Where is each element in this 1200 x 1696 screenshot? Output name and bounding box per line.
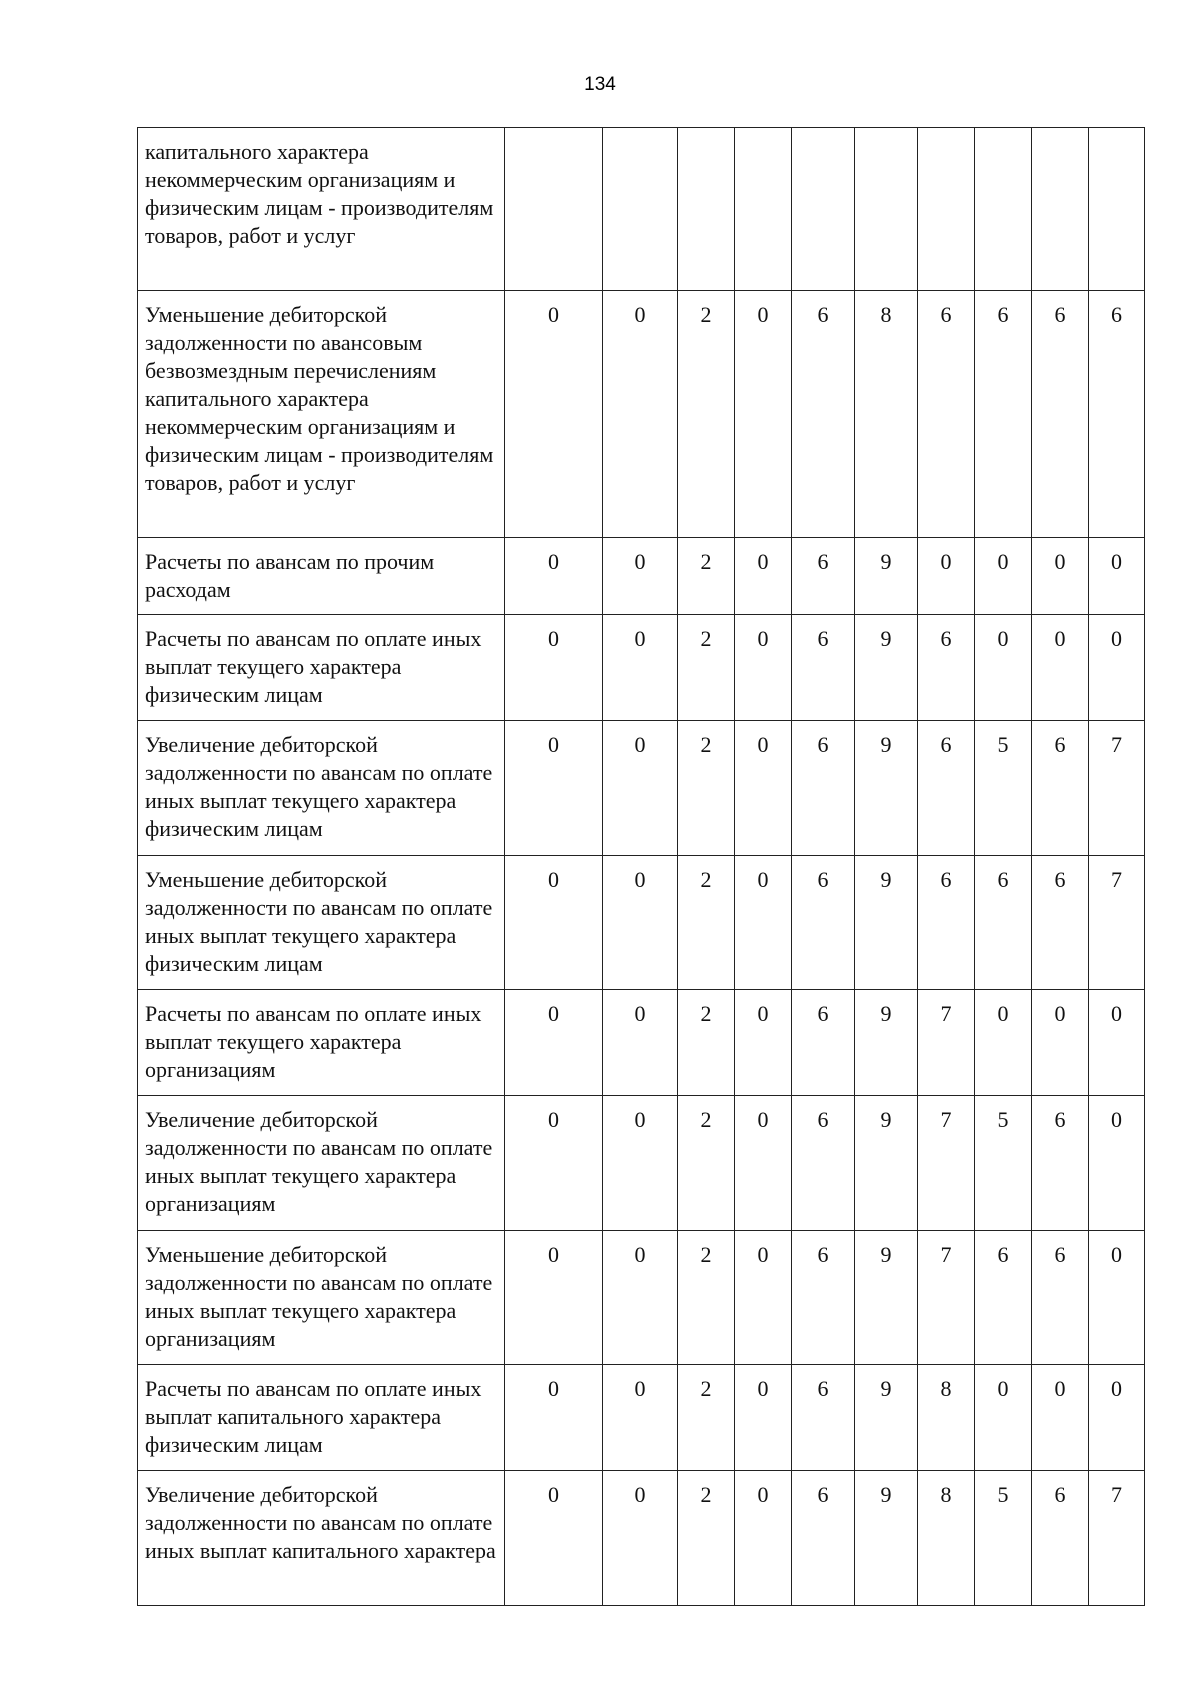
code-digit-7: 7 bbox=[918, 1231, 975, 1365]
code-digit-8: 5 bbox=[975, 1096, 1032, 1231]
code-digit-6: 9 bbox=[855, 1471, 918, 1606]
code-digit-2: 0 bbox=[603, 1096, 678, 1231]
table-row bbox=[138, 291, 1145, 538]
code-digit-4: 0 bbox=[735, 538, 792, 615]
table-row bbox=[138, 538, 1145, 615]
budget-classification-table bbox=[137, 127, 1145, 1606]
code-digit-9: 6 bbox=[1032, 291, 1089, 538]
code-digit-10: 0 bbox=[1089, 615, 1145, 721]
code-digit-8: 6 bbox=[975, 291, 1032, 538]
table-row bbox=[138, 856, 1145, 990]
row-description: Расчеты по авансам по оплате иных выплат капитального характера физическим лицам bbox=[138, 1365, 505, 1471]
code-digit-1: 0 bbox=[505, 615, 603, 721]
code-digit-10: 7 bbox=[1089, 856, 1145, 990]
code-digit-2: 0 bbox=[603, 1365, 678, 1471]
code-digit-6: 9 bbox=[855, 1365, 918, 1471]
page-number: 134 bbox=[584, 74, 616, 95]
code-digit-3: 2 bbox=[678, 1096, 735, 1231]
row-description: Уменьшение дебиторской задолженности по авансам по оплате иных выплат текущего характера физическим лицам bbox=[138, 856, 505, 990]
code-digit-4: 0 bbox=[735, 291, 792, 538]
code-digit-2: 0 bbox=[603, 856, 678, 990]
code-digit-7: 8 bbox=[918, 1365, 975, 1471]
code-digit-5 bbox=[792, 128, 855, 291]
table-row bbox=[138, 1365, 1145, 1471]
code-digit-4: 0 bbox=[735, 1471, 792, 1606]
code-digit-5: 6 bbox=[792, 721, 855, 856]
code-digit-5: 6 bbox=[792, 856, 855, 990]
code-digit-9 bbox=[1032, 128, 1089, 291]
table-row bbox=[138, 1231, 1145, 1365]
code-digit-10: 0 bbox=[1089, 1096, 1145, 1231]
code-digit-6: 9 bbox=[855, 538, 918, 615]
code-digit-9: 6 bbox=[1032, 856, 1089, 990]
code-digit-2: 0 bbox=[603, 538, 678, 615]
code-digit-8: 6 bbox=[975, 1231, 1032, 1365]
code-digit-8 bbox=[975, 128, 1032, 291]
code-digit-3: 2 bbox=[678, 1471, 735, 1606]
code-digit-5: 6 bbox=[792, 990, 855, 1096]
row-description: Расчеты по авансам по оплате иных выплат текущего характера организациям bbox=[138, 990, 505, 1096]
table-body bbox=[138, 128, 1145, 1606]
code-digit-9: 6 bbox=[1032, 721, 1089, 856]
code-digit-3: 2 bbox=[678, 1231, 735, 1365]
code-digit-6: 8 bbox=[855, 291, 918, 538]
code-digit-2 bbox=[603, 128, 678, 291]
code-digit-9: 0 bbox=[1032, 1365, 1089, 1471]
code-digit-8: 6 bbox=[975, 856, 1032, 990]
code-digit-5: 6 bbox=[792, 1096, 855, 1231]
code-digit-10: 0 bbox=[1089, 990, 1145, 1096]
code-digit-6: 9 bbox=[855, 1096, 918, 1231]
code-digit-1: 0 bbox=[505, 291, 603, 538]
table-row bbox=[138, 721, 1145, 856]
code-digit-5: 6 bbox=[792, 538, 855, 615]
code-digit-4: 0 bbox=[735, 615, 792, 721]
code-digit-9: 6 bbox=[1032, 1096, 1089, 1231]
code-digit-4: 0 bbox=[735, 856, 792, 990]
code-digit-1: 0 bbox=[505, 856, 603, 990]
code-digit-4: 0 bbox=[735, 990, 792, 1096]
code-digit-10: 7 bbox=[1089, 721, 1145, 856]
code-digit-7 bbox=[918, 128, 975, 291]
code-digit-7: 6 bbox=[918, 856, 975, 990]
code-digit-1: 0 bbox=[505, 538, 603, 615]
code-digit-10: 0 bbox=[1089, 538, 1145, 615]
row-description: Увеличение дебиторской задолженности по авансам по оплате иных выплат капитального характера bbox=[138, 1471, 505, 1606]
code-digit-5: 6 bbox=[792, 1365, 855, 1471]
code-digit-1 bbox=[505, 128, 603, 291]
code-digit-5: 6 bbox=[792, 615, 855, 721]
row-description: Увеличение дебиторской задолженности по авансам по оплате иных выплат текущего характера организациям bbox=[138, 1096, 505, 1231]
row-description: капитального характера некоммерческим организациям и физическим лицам - производителям товаров, работ и услуг bbox=[138, 128, 505, 291]
code-digit-2: 0 bbox=[603, 1471, 678, 1606]
code-digit-2: 0 bbox=[603, 291, 678, 538]
code-digit-4: 0 bbox=[735, 1365, 792, 1471]
code-digit-1: 0 bbox=[505, 1365, 603, 1471]
code-digit-9: 0 bbox=[1032, 538, 1089, 615]
code-digit-2: 0 bbox=[603, 615, 678, 721]
code-digit-3: 2 bbox=[678, 1365, 735, 1471]
code-digit-8: 5 bbox=[975, 721, 1032, 856]
code-digit-7: 6 bbox=[918, 291, 975, 538]
code-digit-5: 6 bbox=[792, 1231, 855, 1365]
code-digit-1: 0 bbox=[505, 1096, 603, 1231]
code-digit-6 bbox=[855, 128, 918, 291]
table-row bbox=[138, 615, 1145, 721]
code-digit-8: 0 bbox=[975, 615, 1032, 721]
code-digit-4 bbox=[735, 128, 792, 291]
code-digit-8: 0 bbox=[975, 538, 1032, 615]
code-digit-3: 2 bbox=[678, 615, 735, 721]
code-digit-4: 0 bbox=[735, 1096, 792, 1231]
code-digit-8: 0 bbox=[975, 990, 1032, 1096]
code-digit-3: 2 bbox=[678, 721, 735, 856]
code-digit-7: 8 bbox=[918, 1471, 975, 1606]
code-digit-5: 6 bbox=[792, 291, 855, 538]
code-digit-1: 0 bbox=[505, 721, 603, 856]
code-digit-6: 9 bbox=[855, 990, 918, 1096]
code-digit-10: 0 bbox=[1089, 1365, 1145, 1471]
table-row bbox=[138, 990, 1145, 1096]
code-digit-5: 6 bbox=[792, 1471, 855, 1606]
code-digit-3 bbox=[678, 128, 735, 291]
row-description: Уменьшение дебиторской задолженности по авансам по оплате иных выплат текущего характера организациям bbox=[138, 1231, 505, 1365]
code-digit-6: 9 bbox=[855, 615, 918, 721]
code-digit-8: 0 bbox=[975, 1365, 1032, 1471]
code-digit-7: 0 bbox=[918, 538, 975, 615]
code-digit-1: 0 bbox=[505, 1231, 603, 1365]
code-digit-9: 6 bbox=[1032, 1471, 1089, 1606]
code-digit-3: 2 bbox=[678, 538, 735, 615]
code-digit-2: 0 bbox=[603, 721, 678, 856]
code-digit-10: 6 bbox=[1089, 291, 1145, 538]
table-row bbox=[138, 128, 1145, 291]
code-digit-2: 0 bbox=[603, 990, 678, 1096]
code-digit-4: 0 bbox=[735, 1231, 792, 1365]
code-digit-9: 6 bbox=[1032, 1231, 1089, 1365]
row-description: Расчеты по авансам по прочим расходам bbox=[138, 538, 505, 615]
table-row bbox=[138, 1096, 1145, 1231]
code-digit-3: 2 bbox=[678, 291, 735, 538]
code-digit-9: 0 bbox=[1032, 990, 1089, 1096]
code-digit-4: 0 bbox=[735, 721, 792, 856]
code-digit-10 bbox=[1089, 128, 1145, 291]
code-digit-8: 5 bbox=[975, 1471, 1032, 1606]
code-digit-10: 0 bbox=[1089, 1231, 1145, 1365]
code-digit-7: 6 bbox=[918, 721, 975, 856]
code-digit-3: 2 bbox=[678, 856, 735, 990]
code-digit-7: 7 bbox=[918, 1096, 975, 1231]
row-description: Уменьшение дебиторской задолженности по авансовым безвозмездным перечислениям капитального характера некоммерческим организациям и физическим лицам - производителям товаров, работ и услуг bbox=[138, 291, 505, 538]
code-digit-1: 0 bbox=[505, 1471, 603, 1606]
row-description: Расчеты по авансам по оплате иных выплат текущего характера физическим лицам bbox=[138, 615, 505, 721]
code-digit-10: 7 bbox=[1089, 1471, 1145, 1606]
code-digit-6: 9 bbox=[855, 721, 918, 856]
code-digit-3: 2 bbox=[678, 990, 735, 1096]
code-digit-6: 9 bbox=[855, 856, 918, 990]
code-digit-9: 0 bbox=[1032, 615, 1089, 721]
code-digit-1: 0 bbox=[505, 990, 603, 1096]
code-digit-2: 0 bbox=[603, 1231, 678, 1365]
code-digit-6: 9 bbox=[855, 1231, 918, 1365]
table-row bbox=[138, 1471, 1145, 1606]
code-digit-7: 7 bbox=[918, 990, 975, 1096]
row-description: Увеличение дебиторской задолженности по авансам по оплате иных выплат текущего характера физическим лицам bbox=[138, 721, 505, 856]
code-digit-7: 6 bbox=[918, 615, 975, 721]
